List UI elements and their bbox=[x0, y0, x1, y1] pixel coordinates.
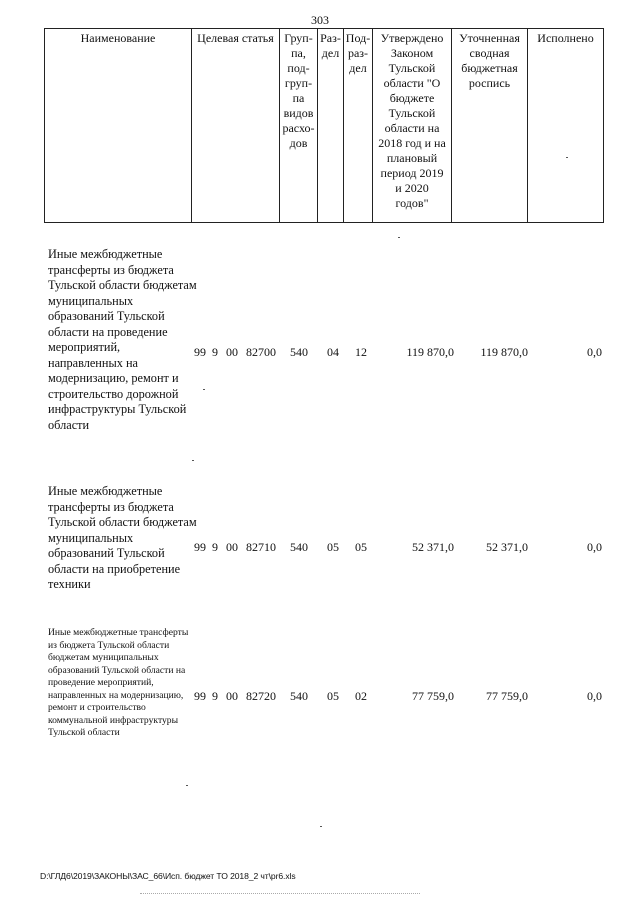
article-part: 00 bbox=[226, 689, 238, 703]
razdel-value: 05 bbox=[327, 540, 339, 554]
header-target-article: Целевая статья bbox=[192, 29, 280, 223]
razdel-value: 04 bbox=[327, 345, 339, 359]
article-part: 82710 bbox=[246, 540, 276, 554]
scan-speck bbox=[398, 237, 400, 238]
header-executed: Исполнено bbox=[528, 29, 604, 223]
row-name: Иные межбюджетные трансферты из бюджета Тульской области бюджетам муниципальных образований Тульской области на проведение мероприятий, направленных на модернизацию, ремонт и строительство дорожной инфраструктуры Тульской области bbox=[48, 247, 197, 432]
article-part: 00 bbox=[226, 540, 238, 554]
updated-value: 52 371,0 bbox=[486, 540, 528, 554]
article-part: 00 bbox=[226, 345, 238, 359]
article-part: 9 bbox=[212, 345, 218, 359]
executed-value: 0,0 bbox=[587, 540, 602, 554]
header-group: Груп- па, под- груп- па видов расхо- дов bbox=[280, 29, 318, 223]
executed-value: 0,0 bbox=[587, 689, 602, 703]
article-part: 9 bbox=[212, 540, 218, 554]
header-razdel: Раз- дел bbox=[318, 29, 344, 223]
podrazdel-value: 05 bbox=[355, 540, 367, 554]
page-number: 303 bbox=[311, 13, 329, 27]
article-part: 82720 bbox=[246, 689, 276, 703]
header-name: Наименование bbox=[45, 29, 192, 223]
updated-value: 119 870,0 bbox=[480, 345, 528, 359]
podrazdel-value: 12 bbox=[355, 345, 367, 359]
approved-value: 77 759,0 bbox=[412, 689, 454, 703]
approved-value: 119 870,0 bbox=[406, 345, 454, 359]
scan-speck bbox=[203, 389, 205, 390]
header-approved: Утверждено Законом Тульской области "О бюджете Тульской области на 2018 год и на плановый период 2019 и 2020 годов" bbox=[373, 29, 452, 223]
scan-speck bbox=[192, 460, 194, 461]
row-name: Иные межбюджетные трансферты из бюджета Тульской области бюджетам муниципальных образований Тульской области на проведение мероприятий, направленных на модернизацию, ремонт и строительство коммунальной инфраструктуры Тульской области bbox=[48, 627, 189, 738]
razdel-value: 05 bbox=[327, 689, 339, 703]
article-part: 99 bbox=[194, 345, 206, 359]
article-part: 82700 bbox=[246, 345, 276, 359]
scan-speck bbox=[566, 157, 568, 158]
bottom-divider bbox=[140, 893, 420, 894]
table-header bbox=[44, 28, 604, 223]
group-value: 540 bbox=[290, 540, 308, 554]
scan-speck bbox=[186, 785, 188, 786]
group-value: 540 bbox=[290, 689, 308, 703]
article-part: 99 bbox=[194, 540, 206, 554]
row-name: Иные межбюджетные трансферты из бюджета Тульской области бюджетам муниципальных образований Тульской области на приобретение техники bbox=[48, 484, 197, 591]
header-updated: Уточненная сводная бюджетная роспись bbox=[452, 29, 528, 223]
executed-value: 0,0 bbox=[587, 345, 602, 359]
approved-value: 52 371,0 bbox=[412, 540, 454, 554]
podrazdel-value: 02 bbox=[355, 689, 367, 703]
article-part: 99 bbox=[194, 689, 206, 703]
article-part: 9 bbox=[212, 689, 218, 703]
footer-file-path: D:\ГЛД6\2019\ЗАКОНЫ\ЗАС_66\Исп. бюджет ТО 2018_2 чт\pr6.xls bbox=[40, 871, 296, 881]
group-value: 540 bbox=[290, 345, 308, 359]
scan-speck bbox=[320, 826, 322, 827]
header-podrazdel: Под- раз- дел bbox=[344, 29, 373, 223]
updated-value: 77 759,0 bbox=[486, 689, 528, 703]
